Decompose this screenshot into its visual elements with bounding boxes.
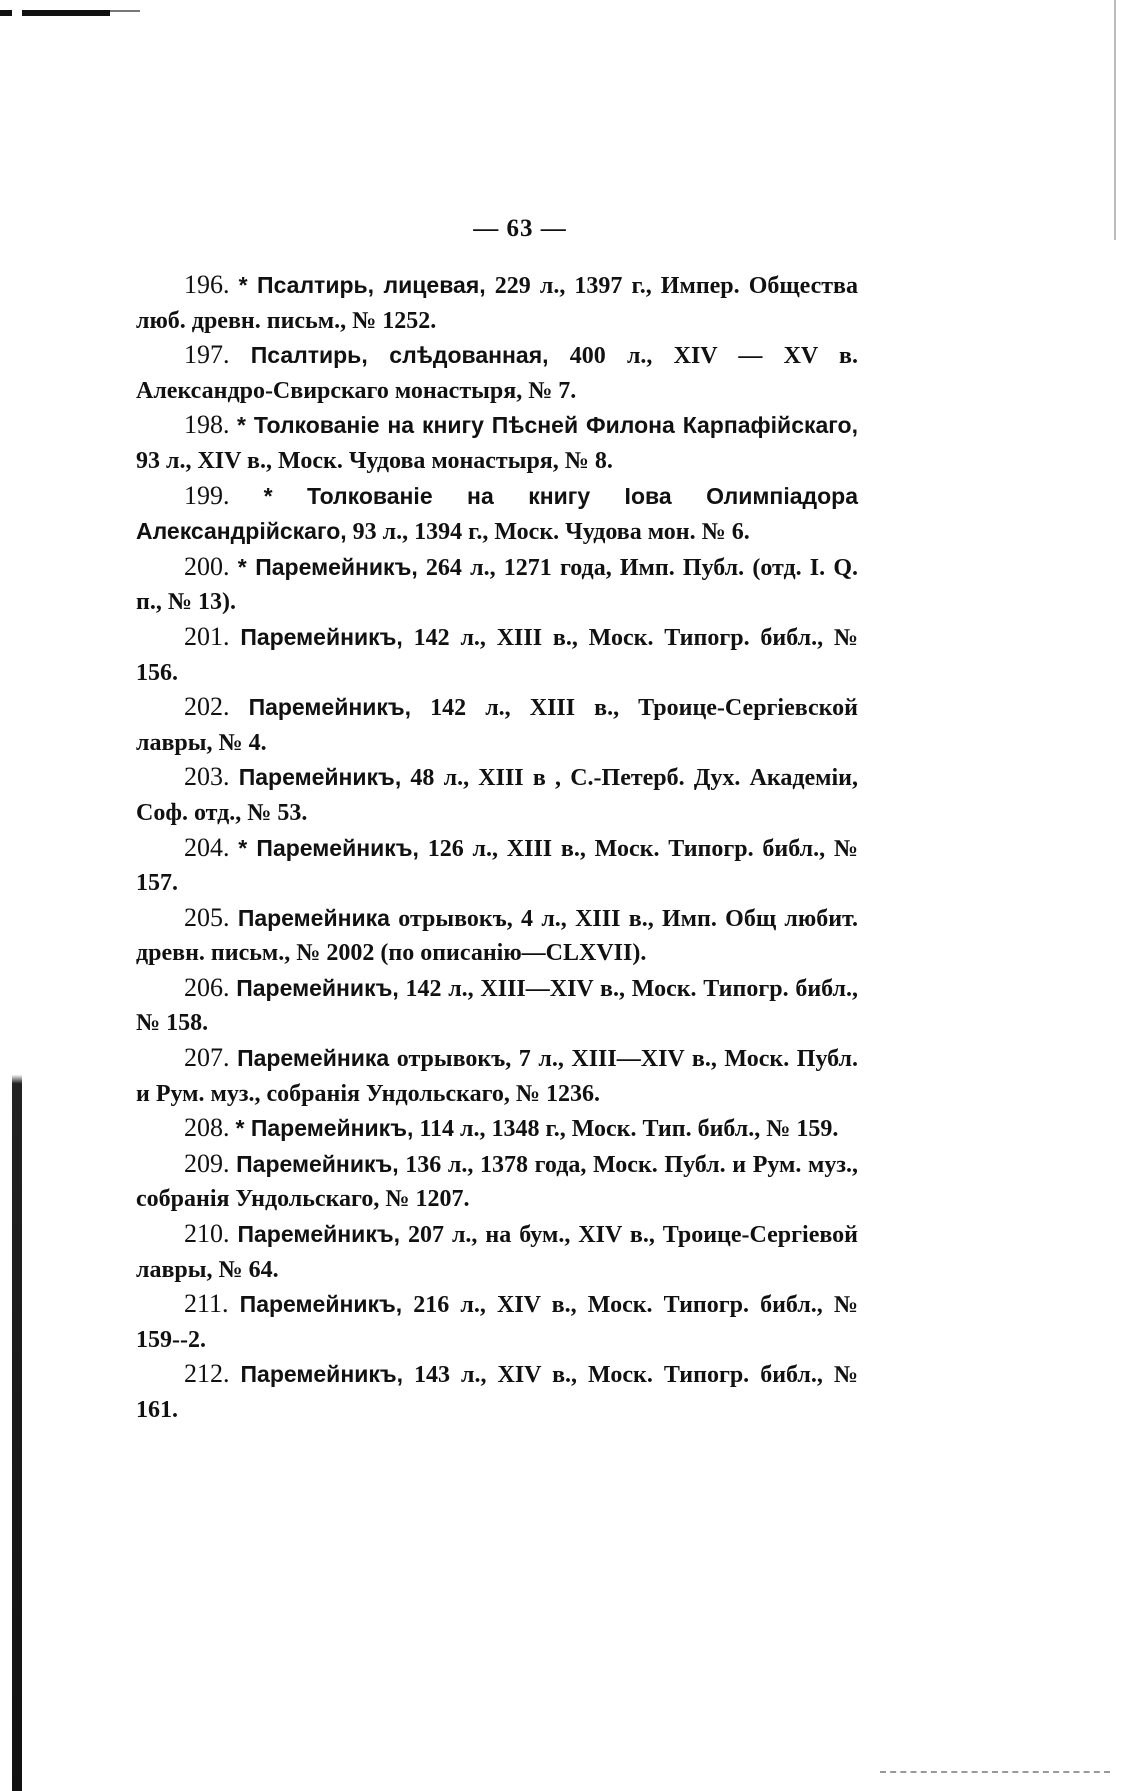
entry-description: 142 л., XIII—XIV в., Моск. Типогр. библ., № 158.	[136, 975, 859, 1037]
entry-title: Псалтирь, слѣдованная,	[250, 342, 549, 369]
entry-description: 264 л., 1271 года, Имп. Публ. (отд. I. Q. п., № 13).	[136, 554, 858, 616]
entry-number: 202.	[184, 692, 230, 722]
entry-description: 114 л., 1348 г., Моск. Тип. библ., № 159.	[413, 1116, 839, 1143]
catalog-entry	[136, 690, 858, 760]
entry-title: * Толкованіе на книгу Пѣсней Филона Карпафійскаго,	[237, 412, 859, 439]
entry-description: 216 л., XIV в., Моск. Типогр. библ., № 159--2.	[136, 1292, 859, 1353]
entry-title: * Паремейникъ,	[235, 1115, 414, 1142]
scan-artifact-right-edge	[1114, 0, 1116, 240]
entry-number: 200.	[184, 551, 230, 581]
scan-artifact-top-thin	[110, 10, 140, 12]
entry-title: * Псалтирь, лицевая,	[238, 272, 486, 298]
entry-description: отрывокъ, 4 л., XIII в., Имп. Общ любит. древн. письм., № 2002 (по описанію—CLXVII).	[136, 905, 859, 967]
entry-description: 229 л., 1397 г., Импер. Общества люб. древн. письм., № 1252.	[136, 273, 859, 334]
entry-title: Паремейникъ,	[248, 694, 412, 721]
entry-description: 126 л., XIII в., Моск. Типогр. библ., № 157.	[136, 835, 858, 897]
catalog-entry	[136, 760, 858, 830]
entry-number: 204.	[184, 832, 230, 862]
entry-number: 209.	[184, 1148, 230, 1178]
entry-description: 400 л., XIV — XV в. Александро-Свирскаго монастыря, № 7.	[136, 343, 858, 404]
catalog-entry	[136, 1217, 858, 1287]
entry-title: * Толкованіе на книгу Іова Олимпіадора Александрійскаго,	[136, 482, 858, 545]
catalog-entry	[136, 620, 858, 690]
entry-title: Паремейникъ,	[240, 623, 403, 650]
entry-number: 207.	[184, 1043, 230, 1073]
catalog-entry	[136, 1111, 858, 1147]
entry-number: 205.	[184, 902, 230, 932]
catalog-entry	[136, 971, 858, 1041]
entry-number: 203.	[184, 762, 230, 792]
entry-number: 197.	[184, 340, 230, 370]
entry-title: * Паремейникъ,	[238, 834, 419, 861]
scan-artifact-left-edge	[12, 0, 22, 1791]
entry-number: 198.	[184, 410, 230, 440]
entry-number: 212.	[184, 1359, 230, 1389]
catalog-entry	[136, 901, 858, 971]
entry-title: Паремейника	[237, 1045, 390, 1072]
catalog-entry	[136, 1041, 858, 1111]
entry-title: * Паремейникъ,	[237, 553, 418, 580]
entry-description: 142 л., XIII в., Моск. Типогр. библ., № 156.	[136, 624, 859, 686]
entry-description: 93 л., 1394 г., Моск. Чудова мон. № 6.	[346, 519, 750, 546]
entry-description: 136 л., 1378 года, Моск. Публ. и Рум. муз., собранія Ундольскаго, № 1207.	[136, 1151, 858, 1213]
catalog-entry	[136, 479, 858, 550]
page-number: — 63 —	[473, 215, 567, 242]
entry-description: 93 л., XIV в., Моск. Чудова монастыря, № 8.	[136, 447, 613, 474]
catalog-entry	[136, 831, 858, 901]
entry-number: 211.	[184, 1289, 229, 1319]
entry-description: 142 л., XIII в., Троице-Сергіевской лавры, № 4.	[136, 695, 858, 756]
scan-artifact-bottom-edge	[880, 1769, 1110, 1773]
entry-description: отрывокъ, 7 л., XIII—XIV в., Моск. Публ. и Рум. муз., собранія Ундольскаго, № 1236.	[136, 1046, 858, 1107]
catalog-entry	[136, 1147, 858, 1217]
catalog-entry	[136, 408, 858, 478]
catalog-entry	[136, 550, 858, 620]
entry-description: 48 л., XIII в , С.-Петерб. Дух. Академіи, Соф. отд., № 53.	[136, 765, 858, 826]
entry-title: Паремейникъ,	[236, 974, 399, 1001]
entry-description: 207 л., на бум., XIV в., Троице-Сергіевой лавры, № 64.	[136, 1222, 859, 1283]
entry-number: 206.	[184, 972, 230, 1002]
entry-description: 143 л., XIV в., Моск. Типогр. библ., № 161.	[136, 1362, 859, 1423]
entry-title: Паремейника	[237, 904, 390, 931]
catalog-entries	[136, 268, 858, 1428]
entry-number: 210.	[184, 1219, 230, 1249]
entry-number: 201.	[184, 621, 230, 651]
entry-title: Паремейникъ,	[238, 764, 402, 791]
entry-title: Паремейникъ,	[239, 1291, 403, 1318]
catalog-entry	[136, 338, 858, 408]
entry-title: Паремейникъ,	[237, 1221, 400, 1248]
catalog-entry	[136, 1287, 858, 1357]
catalog-entry	[136, 268, 858, 338]
entry-title: Паремейникъ,	[236, 1150, 399, 1177]
catalog-entry	[136, 1357, 858, 1427]
entry-number: 208.	[184, 1113, 230, 1143]
entry-title: Паремейникъ,	[240, 1361, 404, 1388]
entry-number: 196.	[184, 270, 230, 299]
entry-number: 199.	[184, 480, 230, 510]
